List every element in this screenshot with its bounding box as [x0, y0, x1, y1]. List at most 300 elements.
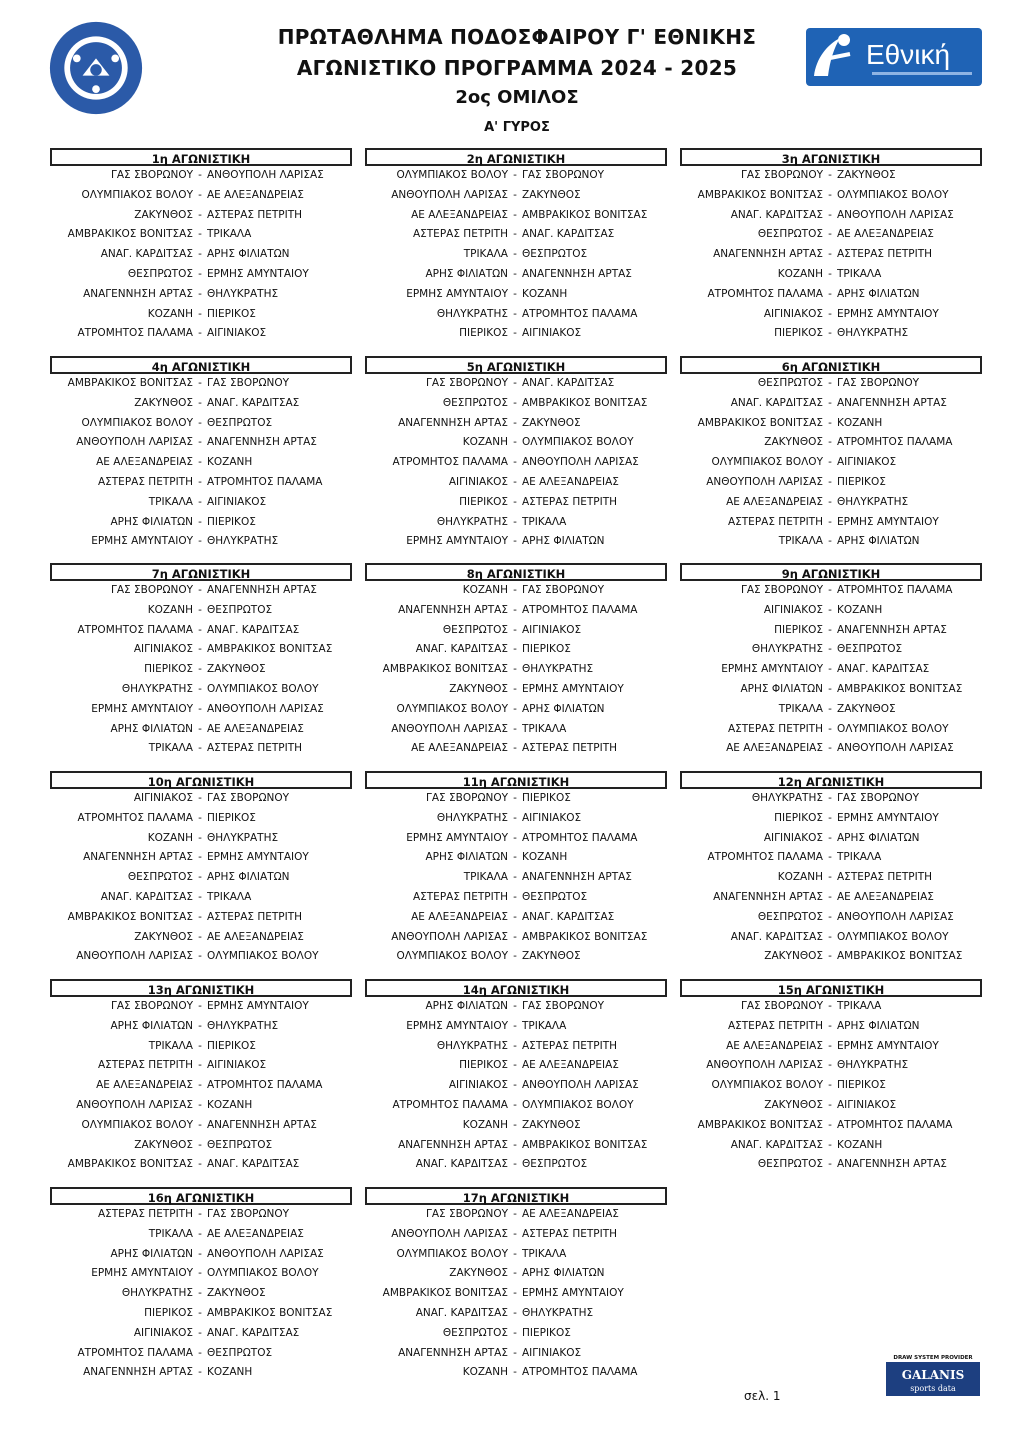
- home-team: ΑΤΡΟΜΗΤΟΣ ΠΑΛΑΜΑ: [707, 287, 823, 300]
- match-separator: -: [513, 1118, 517, 1131]
- match-row: [50, 700, 352, 720]
- match-row: [50, 789, 352, 809]
- match-separator: -: [513, 1247, 517, 1260]
- away-team: ΕΡΜΗΣ ΑΜΥΝΤΑΙΟΥ: [207, 1000, 309, 1012]
- match-row: [365, 868, 667, 888]
- away-team: ΑΝΘΟΥΠΟΛΗ ΛΑΡΙΣΑΣ: [207, 169, 324, 181]
- home-team: ΠΙΕΡΙΚΟΣ: [774, 623, 823, 636]
- away-team: ΑΡΗΣ ΦΙΛΙΑΤΩΝ: [522, 535, 605, 548]
- home-team: ΑΣΤΕΡΑΣ ΠΕΤΡΙΤΗ: [97, 475, 193, 488]
- away-team: ΖΑΚΥΝΘΟΣ: [207, 1287, 266, 1300]
- home-team: ΚΟΖΑΝΗ: [462, 1366, 508, 1379]
- match-row: [365, 225, 667, 245]
- match-row: [365, 1076, 667, 1096]
- match-row: [50, 433, 352, 453]
- away-team: ΓΑΣ ΣΒΟΡΩΝΟΥ: [837, 792, 919, 804]
- match-separator: -: [513, 377, 517, 389]
- away-team: ΑΡΗΣ ΦΙΛΙΑΤΩΝ: [207, 871, 290, 884]
- match-row: [365, 1225, 667, 1245]
- home-team: ΑΕ ΑΛΕΞΑΝΔΡΕΙΑΣ: [411, 910, 508, 923]
- match-row: [680, 1155, 982, 1175]
- match-separator: -: [198, 1267, 202, 1280]
- home-team: ΖΑΚΥΝΘΟΣ: [764, 950, 823, 963]
- match-row: [50, 1076, 352, 1096]
- matchday-block: [50, 771, 352, 967]
- away-team: ΤΡΙΚΑΛΑ: [522, 1247, 567, 1260]
- away-team: ΓΑΣ ΣΒΟΡΩΝΟΥ: [837, 377, 919, 389]
- home-team: ΑΡΗΣ ΦΙΛΙΑΤΩΝ: [110, 1019, 193, 1032]
- matchday-block: [365, 563, 667, 759]
- home-team: ΑΤΡΟΜΗΤΟΣ ΠΑΛΑΜΑ: [77, 623, 193, 636]
- match-separator: -: [828, 475, 832, 488]
- match-separator: -: [828, 1138, 832, 1151]
- home-team: ΤΡΙΚΑΛΑ: [778, 535, 823, 548]
- match-row: [365, 809, 667, 829]
- home-team: ΑΜΒΡΑΚΙΚΟΣ ΒΟΝΙΤΣΑΣ: [697, 416, 823, 429]
- match-row: [50, 186, 352, 206]
- match-row: [680, 453, 982, 473]
- match-separator: -: [513, 208, 517, 221]
- match-separator: -: [513, 1267, 517, 1280]
- home-team: ΟΛΥΜΠΙΑΚΟΣ ΒΟΛΟΥ: [81, 188, 193, 201]
- home-team: ΑΙΓΙΝΙΑΚΟΣ: [133, 1326, 193, 1339]
- away-team: ΕΡΜΗΣ ΑΜΥΝΤΑΙΟΥ: [837, 1039, 939, 1052]
- match-separator: -: [513, 307, 517, 320]
- match-separator: -: [828, 396, 832, 409]
- home-team: ΑΡΗΣ ΦΙΛΙΑΤΩΝ: [425, 267, 508, 280]
- home-team: ΑΝΘΟΥΠΟΛΗ ΛΑΡΙΣΑΣ: [706, 1059, 823, 1072]
- away-team: ΑΜΒΡΑΚΙΚΟΣ ΒΟΝΙΤΣΑΣ: [522, 930, 648, 943]
- match-separator: -: [828, 495, 832, 508]
- match-separator: -: [198, 811, 202, 824]
- match-row: [365, 640, 667, 660]
- away-team: ΤΡΙΚΑΛΑ: [837, 267, 882, 280]
- match-row: [50, 1245, 352, 1265]
- championship-title: ΠΡΩΤΑΘΛΗΜΑ ΠΟΔΟΣΦΑΙΡΟΥ Γ' ΕΘΝΙΚΗΣ: [277, 25, 757, 49]
- matchday-title: 15η ΑΓΩΝΙΣΤΙΚΗ: [680, 979, 982, 997]
- match-row: [365, 1363, 667, 1383]
- match-separator: -: [198, 1118, 202, 1131]
- away-team: ΤΡΙΚΑΛΑ: [837, 1000, 882, 1012]
- away-team: ΘΗΛΥΚΡΑΤΗΣ: [207, 287, 279, 300]
- home-team: ΑΝΘΟΥΠΟΛΗ ΛΑΡΙΣΑΣ: [76, 1098, 193, 1111]
- match-row: [365, 186, 667, 206]
- home-team: ΓΑΣ ΣΒΟΡΩΝΟΥ: [426, 1208, 508, 1220]
- match-row: [50, 1225, 352, 1245]
- away-team: ΟΛΥΜΠΙΑΚΟΣ ΒΟΛΟΥ: [837, 930, 949, 943]
- match-separator: -: [198, 416, 202, 429]
- away-team: ΑΕ ΑΛΕΞΑΝΔΡΕΙΑΣ: [207, 722, 304, 735]
- home-team: ΘΗΛΥΚΡΑΤΗΣ: [121, 682, 193, 695]
- home-team: ΑΣΤΕΡΑΣ ΠΕΤΡΙΤΗ: [97, 1208, 193, 1220]
- match-row: [50, 1037, 352, 1057]
- away-team: ΑΕ ΑΛΕΞΑΝΔΡΕΙΑΣ: [837, 890, 934, 903]
- matchday-title: 11η ΑΓΩΝΙΣΤΙΚΗ: [365, 771, 667, 789]
- match-row: [50, 473, 352, 493]
- away-team: ΑΙΓΙΝΙΑΚΟΣ: [522, 623, 582, 636]
- match-row: [50, 414, 352, 434]
- away-team: ΘΕΣΠΡΩΤΟΣ: [207, 1346, 273, 1359]
- away-team: ΑΙΓΙΝΙΑΚΟΣ: [522, 1346, 582, 1359]
- away-team: ΑΝΘΟΥΠΟΛΗ ΛΑΡΙΣΑΣ: [207, 1247, 324, 1260]
- matchday-title: 13η ΑΓΩΝΙΣΤΙΚΗ: [50, 979, 352, 997]
- match-row: [680, 285, 982, 305]
- home-team: ΠΙΕΡΙΚΟΣ: [144, 663, 193, 676]
- match-separator: -: [198, 871, 202, 884]
- away-team: ΠΙΕΡΙΚΟΣ: [522, 1326, 571, 1339]
- match-separator: -: [828, 811, 832, 824]
- match-separator: -: [513, 890, 517, 903]
- match-separator: -: [198, 1247, 202, 1260]
- match-separator: -: [513, 1346, 517, 1359]
- home-team: ΘΕΣΠΡΩΤΟΣ: [757, 377, 823, 389]
- away-team: ΘΕΣΠΡΩΤΟΣ: [837, 643, 903, 656]
- match-row: [680, 868, 982, 888]
- away-team: ΑΤΡΟΜΗΤΟΣ ΠΑΛΑΜΑ: [522, 831, 638, 844]
- match-separator: -: [198, 792, 202, 804]
- away-team: ΘΗΛΥΚΡΑΤΗΣ: [207, 535, 279, 548]
- away-team: ΑΝΑΓΕΝΝΗΣΗ ΑΡΤΑΣ: [207, 584, 317, 596]
- away-team: ΖΑΚΥΝΘΟΣ: [522, 1118, 581, 1131]
- match-row: [365, 1344, 667, 1364]
- match-row: [365, 581, 667, 601]
- matchday-block: [365, 979, 667, 1175]
- match-row: [680, 848, 982, 868]
- match-row: [680, 1096, 982, 1116]
- away-team: ΑΝΑΓ. ΚΑΡΔΙΤΣΑΣ: [522, 910, 615, 923]
- match-row: [365, 414, 667, 434]
- match-row: [365, 265, 667, 285]
- match-separator: -: [198, 188, 202, 201]
- match-separator: -: [198, 535, 202, 548]
- matchday-title: 14η ΑΓΩΝΙΣΤΙΚΗ: [365, 979, 667, 997]
- match-separator: -: [198, 702, 202, 715]
- home-team: ΤΡΙΚΑΛΑ: [463, 248, 508, 261]
- home-team: ΑΙΓΙΝΙΑΚΟΣ: [763, 603, 823, 616]
- match-separator: -: [513, 1079, 517, 1092]
- match-row: [365, 1304, 667, 1324]
- away-team: ΠΙΕΡΙΚΟΣ: [522, 792, 571, 804]
- home-team: ΤΡΙΚΑΛΑ: [778, 702, 823, 715]
- match-row: [50, 848, 352, 868]
- match-row: [680, 225, 982, 245]
- home-team: ΚΟΖΑΝΗ: [462, 436, 508, 449]
- home-team: ΓΑΣ ΣΒΟΡΩΝΟΥ: [111, 584, 193, 596]
- home-team: ΑΤΡΟΜΗΤΟΣ ΠΑΛΑΜΑ: [392, 456, 508, 469]
- home-team: ΟΛΥΜΠΙΑΚΟΣ ΒΟΛΟΥ: [81, 1118, 193, 1131]
- match-separator: -: [513, 623, 517, 636]
- home-team: ΘΕΣΠΡΩΤΟΣ: [757, 228, 823, 241]
- away-team: ΑΝΑΓ. ΚΑΡΔΙΤΣΑΣ: [207, 623, 300, 636]
- away-team: ΑΡΗΣ ΦΙΛΙΑΤΩΝ: [837, 1019, 920, 1032]
- away-team: ΑΝΘΟΥΠΟΛΗ ΛΑΡΙΣΑΣ: [837, 910, 954, 923]
- match-row: [50, 1155, 352, 1175]
- matchday-title: 3η ΑΓΩΝΙΣΤΙΚΗ: [680, 148, 982, 166]
- match-separator: -: [828, 910, 832, 923]
- away-team: ΑΝΘΟΥΠΟΛΗ ΛΑΡΙΣΑΣ: [837, 742, 954, 755]
- match-separator: -: [198, 1306, 202, 1319]
- away-team: ΑΣΤΕΡΑΣ ΠΕΤΡΙΤΗ: [522, 1039, 618, 1052]
- away-team: ΠΙΕΡΙΚΟΣ: [837, 1079, 886, 1092]
- away-team: ΓΑΣ ΣΒΟΡΩΝΟΥ: [522, 169, 604, 181]
- match-separator: -: [513, 436, 517, 449]
- away-team: ΑΝΘΟΥΠΟΛΗ ΛΑΡΙΣΑΣ: [522, 1079, 639, 1092]
- away-team: ΑΙΓΙΝΙΑΚΟΣ: [207, 1059, 267, 1072]
- away-team: ΑΝΑΓΕΝΝΗΣΗ ΑΡΤΑΣ: [207, 436, 317, 449]
- home-team: ΑΙΓΙΝΙΑΚΟΣ: [763, 831, 823, 844]
- match-separator: -: [828, 890, 832, 903]
- away-team: ΕΡΜΗΣ ΑΜΥΝΤΑΙΟΥ: [522, 1287, 624, 1300]
- match-separator: -: [828, 208, 832, 221]
- match-separator: -: [828, 871, 832, 884]
- match-separator: -: [198, 1208, 202, 1220]
- round-title: Α' ΓΥΡΟΣ: [484, 120, 550, 135]
- match-row: [50, 720, 352, 740]
- match-row: [50, 1116, 352, 1136]
- match-row: [680, 166, 982, 186]
- match-separator: -: [198, 307, 202, 320]
- match-separator: -: [513, 1098, 517, 1111]
- away-team: ΘΗΛΥΚΡΑΤΗΣ: [522, 1306, 594, 1319]
- away-team: ΚΟΖΑΝΗ: [207, 456, 253, 469]
- match-row: [680, 1017, 982, 1037]
- match-separator: -: [828, 722, 832, 735]
- away-team: ΑΕ ΑΛΕΞΑΝΔΡΕΙΑΣ: [522, 475, 619, 488]
- match-separator: -: [513, 327, 517, 340]
- match-row: [680, 789, 982, 809]
- match-separator: -: [198, 436, 202, 449]
- away-team: ΑΜΒΡΑΚΙΚΟΣ ΒΟΝΙΤΣΑΣ: [522, 208, 648, 221]
- match-row: [50, 928, 352, 948]
- match-row: [680, 601, 982, 621]
- match-separator: -: [198, 267, 202, 280]
- away-team: ΚΟΖΑΝΗ: [522, 851, 568, 864]
- match-separator: -: [513, 475, 517, 488]
- home-team: ΚΟΖΑΝΗ: [147, 307, 193, 320]
- provider-caption: DRAW SYSTEM PROVIDER: [893, 1355, 973, 1361]
- away-team: ΑΕ ΑΛΕΞΑΝΔΡΕΙΑΣ: [837, 228, 934, 241]
- match-separator: -: [198, 890, 202, 903]
- match-separator: -: [828, 228, 832, 241]
- match-row: [50, 394, 352, 414]
- match-row: [680, 997, 982, 1017]
- match-separator: -: [198, 515, 202, 528]
- home-team: ΤΡΙΚΑΛΑ: [148, 1227, 193, 1240]
- match-row: [680, 720, 982, 740]
- away-team: ΑΝΑΓΕΝΝΗΣΗ ΑΡΤΑΣ: [522, 267, 632, 280]
- away-team: ΓΑΣ ΣΒΟΡΩΝΟΥ: [522, 584, 604, 596]
- home-team: ΚΟΖΑΝΗ: [147, 831, 193, 844]
- match-separator: -: [198, 495, 202, 508]
- away-team: ΠΙΕΡΙΚΟΣ: [522, 643, 571, 656]
- match-separator: -: [198, 1098, 202, 1111]
- home-team: ΓΑΣ ΣΒΟΡΩΝΟΥ: [426, 377, 508, 389]
- match-row: [50, 1284, 352, 1304]
- match-separator: -: [828, 1098, 832, 1111]
- match-row: [365, 848, 667, 868]
- away-team: ΑΣΤΕΡΑΣ ΠΕΤΡΙΤΗ: [522, 742, 618, 755]
- home-team: ΑΣΤΕΡΑΣ ΠΕΤΡΙΤΗ: [412, 228, 508, 241]
- provider-sub: sports data: [910, 1384, 956, 1393]
- away-team: ΘΗΛΥΚΡΑΤΗΣ: [837, 1059, 909, 1072]
- away-team: ΑΜΒΡΑΚΙΚΟΣ ΒΟΝΙΤΣΑΣ: [522, 396, 648, 409]
- home-team: ΘΕΣΠΡΩΤΟΣ: [127, 871, 193, 884]
- match-row: [50, 1205, 352, 1225]
- home-team: ΟΛΥΜΠΙΑΚΟΣ ΒΟΛΟΥ: [396, 1247, 508, 1260]
- match-row: [680, 928, 982, 948]
- match-separator: -: [513, 1366, 517, 1379]
- away-team: ΤΡΙΚΑΛΑ: [207, 890, 252, 903]
- match-row: [50, 206, 352, 226]
- home-team: ΑΡΗΣ ΦΙΛΙΑΤΩΝ: [110, 515, 193, 528]
- match-separator: -: [198, 1059, 202, 1072]
- schedule-title: ΑΓΩΝΙΣΤΙΚΟ ΠΡΟΓΡΑΜΜΑ 2024 - 2025: [296, 56, 738, 80]
- match-row: [50, 809, 352, 829]
- match-separator: -: [828, 930, 832, 943]
- match-separator: -: [198, 851, 202, 864]
- match-row: [680, 532, 982, 552]
- match-separator: -: [513, 811, 517, 824]
- matchday-title: 16η ΑΓΩΝΙΣΤΙΚΗ: [50, 1187, 352, 1205]
- home-team: ΑΝΘΟΥΠΟΛΗ ΛΑΡΙΣΑΣ: [391, 930, 508, 943]
- home-team: ΑΜΒΡΑΚΙΚΟΣ ΒΟΝΙΤΣΑΣ: [382, 663, 508, 676]
- away-team: ΑΜΒΡΑΚΙΚΟΣ ΒΟΝΙΤΣΑΣ: [207, 643, 333, 656]
- match-separator: -: [198, 930, 202, 943]
- away-team: ΑΣΤΕΡΑΣ ΠΕΤΡΙΤΗ: [522, 1227, 618, 1240]
- matchday-block: [680, 563, 982, 759]
- away-team: ΚΟΖΑΝΗ: [837, 603, 883, 616]
- match-separator: -: [828, 1000, 832, 1012]
- match-row: [680, 433, 982, 453]
- match-separator: -: [828, 950, 832, 963]
- match-separator: -: [198, 1019, 202, 1032]
- match-row: [680, 1136, 982, 1156]
- match-separator: -: [513, 722, 517, 735]
- match-row: [50, 285, 352, 305]
- home-team: ΖΑΚΥΝΘΟΣ: [764, 1098, 823, 1111]
- match-separator: -: [198, 169, 202, 181]
- home-team: ΠΙΕΡΙΚΟΣ: [459, 327, 508, 340]
- page-header: [0, 0, 1034, 150]
- match-row: [50, 374, 352, 394]
- match-separator: -: [198, 208, 202, 221]
- match-separator: -: [513, 1138, 517, 1151]
- match-row: [680, 680, 982, 700]
- match-row: [365, 305, 667, 325]
- match-separator: -: [198, 1366, 202, 1379]
- home-team: ΑΜΒΡΑΚΙΚΟΣ ΒΟΝΙΤΣΑΣ: [67, 1158, 193, 1171]
- home-team: ΘΕΣΠΡΩΤΟΣ: [442, 1326, 508, 1339]
- match-separator: -: [513, 1287, 517, 1300]
- match-row: [50, 621, 352, 641]
- match-separator: -: [828, 584, 832, 596]
- match-separator: -: [198, 831, 202, 844]
- match-row: [365, 928, 667, 948]
- match-separator: -: [513, 1158, 517, 1171]
- match-row: [365, 947, 667, 967]
- match-separator: -: [828, 377, 832, 389]
- home-team: ΑΙΓΙΝΙΑΚΟΣ: [448, 475, 508, 488]
- home-team: ΓΑΣ ΣΒΟΡΩΝΟΥ: [741, 584, 823, 596]
- home-team: ΕΡΜΗΣ ΑΜΥΝΤΑΙΟΥ: [406, 1019, 508, 1032]
- home-team: ΑΝΘΟΥΠΟΛΗ ΛΑΡΙΣΑΣ: [706, 475, 823, 488]
- match-separator: -: [828, 535, 832, 548]
- matchday-title: 5η ΑΓΩΝΙΣΤΙΚΗ: [365, 356, 667, 374]
- home-team: ΑΝΑΓΕΝΝΗΣΗ ΑΡΤΑΣ: [398, 416, 508, 429]
- home-team: ΑΡΗΣ ΦΙΛΙΑΤΩΝ: [740, 682, 823, 695]
- home-team: ΑΕ ΑΛΕΞΑΝΔΡΕΙΑΣ: [726, 1039, 823, 1052]
- home-team: ΘΕΣΠΡΩΤΟΣ: [442, 396, 508, 409]
- home-team: ΓΑΣ ΣΒΟΡΩΝΟΥ: [111, 1000, 193, 1012]
- match-row: [680, 908, 982, 928]
- match-separator: -: [828, 169, 832, 181]
- match-row: [365, 285, 667, 305]
- match-separator: -: [198, 456, 202, 469]
- match-row: [680, 324, 982, 344]
- home-team: ΑΝΑΓΕΝΝΗΣΗ ΑΡΤΑΣ: [83, 851, 193, 864]
- match-row: [365, 374, 667, 394]
- match-row: [50, 581, 352, 601]
- match-separator: -: [828, 1158, 832, 1171]
- home-team: ΑΝΑΓΕΝΝΗΣΗ ΑΡΤΑΣ: [83, 287, 193, 300]
- match-separator: -: [513, 1000, 517, 1012]
- match-row: [50, 640, 352, 660]
- match-separator: -: [198, 396, 202, 409]
- home-team: ΚΟΖΑΝΗ: [462, 1118, 508, 1131]
- match-separator: -: [828, 1079, 832, 1092]
- away-team: ΚΟΖΑΝΗ: [837, 1138, 883, 1151]
- away-team: ΟΛΥΜΠΙΑΚΟΣ ΒΟΛΟΥ: [522, 1098, 634, 1111]
- match-row: [50, 493, 352, 513]
- away-team: ΟΛΥΜΠΙΑΚΟΣ ΒΟΛΟΥ: [207, 950, 319, 963]
- match-separator: -: [828, 188, 832, 201]
- home-team: ΘΗΛΥΚΡΑΤΗΣ: [751, 643, 823, 656]
- match-separator: -: [198, 1326, 202, 1339]
- home-team: ΑΜΒΡΑΚΙΚΟΣ ΒΟΝΙΤΣΑΣ: [697, 1118, 823, 1131]
- match-separator: -: [198, 287, 202, 300]
- away-team: ΑΝΘΟΥΠΟΛΗ ΛΑΡΙΣΑΣ: [837, 208, 954, 221]
- matchday-title: 7η ΑΓΩΝΙΣΤΙΚΗ: [50, 563, 352, 581]
- match-separator: -: [198, 1346, 202, 1359]
- match-separator: -: [513, 910, 517, 923]
- match-separator: -: [513, 169, 517, 181]
- match-row: [50, 1096, 352, 1116]
- home-team: ΖΑΚΥΝΘΟΣ: [449, 1267, 508, 1280]
- match-separator: -: [198, 910, 202, 923]
- matchday-title: 2η ΑΓΩΝΙΣΤΙΚΗ: [365, 148, 667, 166]
- home-team: ΕΡΜΗΣ ΑΜΥΝΤΑΙΟΥ: [721, 663, 823, 676]
- home-team: ΤΡΙΚΑΛΑ: [148, 1039, 193, 1052]
- match-separator: -: [513, 396, 517, 409]
- home-team: ΑΝΘΟΥΠΟΛΗ ΛΑΡΙΣΑΣ: [76, 950, 193, 963]
- matchday-block: [365, 148, 667, 344]
- match-row: [365, 1136, 667, 1156]
- match-separator: -: [198, 584, 202, 596]
- away-team: ΘΕΣΠΡΩΤΟΣ: [522, 890, 588, 903]
- away-team: ΠΙΕΡΙΚΟΣ: [207, 811, 256, 824]
- home-team: ΘΗΛΥΚΡΑΤΗΣ: [436, 515, 508, 528]
- match-separator: -: [198, 950, 202, 963]
- home-team: ΠΙΕΡΙΚΟΣ: [774, 811, 823, 824]
- home-team: ΟΛΥΜΠΙΑΚΟΣ ΒΟΛΟΥ: [711, 456, 823, 469]
- home-team: ΑΝΘΟΥΠΟΛΗ ΛΑΡΙΣΑΣ: [391, 188, 508, 201]
- away-team: ΓΑΣ ΣΒΟΡΩΝΟΥ: [207, 1208, 289, 1220]
- match-row: [365, 1017, 667, 1037]
- away-team: ΑΙΓΙΝΙΑΚΟΣ: [207, 327, 267, 340]
- away-team: ΘΕΣΠΡΩΤΟΣ: [207, 1138, 273, 1151]
- match-separator: -: [513, 535, 517, 548]
- away-team: ΑΤΡΟΜΗΤΟΣ ΠΑΛΑΜΑ: [207, 475, 323, 488]
